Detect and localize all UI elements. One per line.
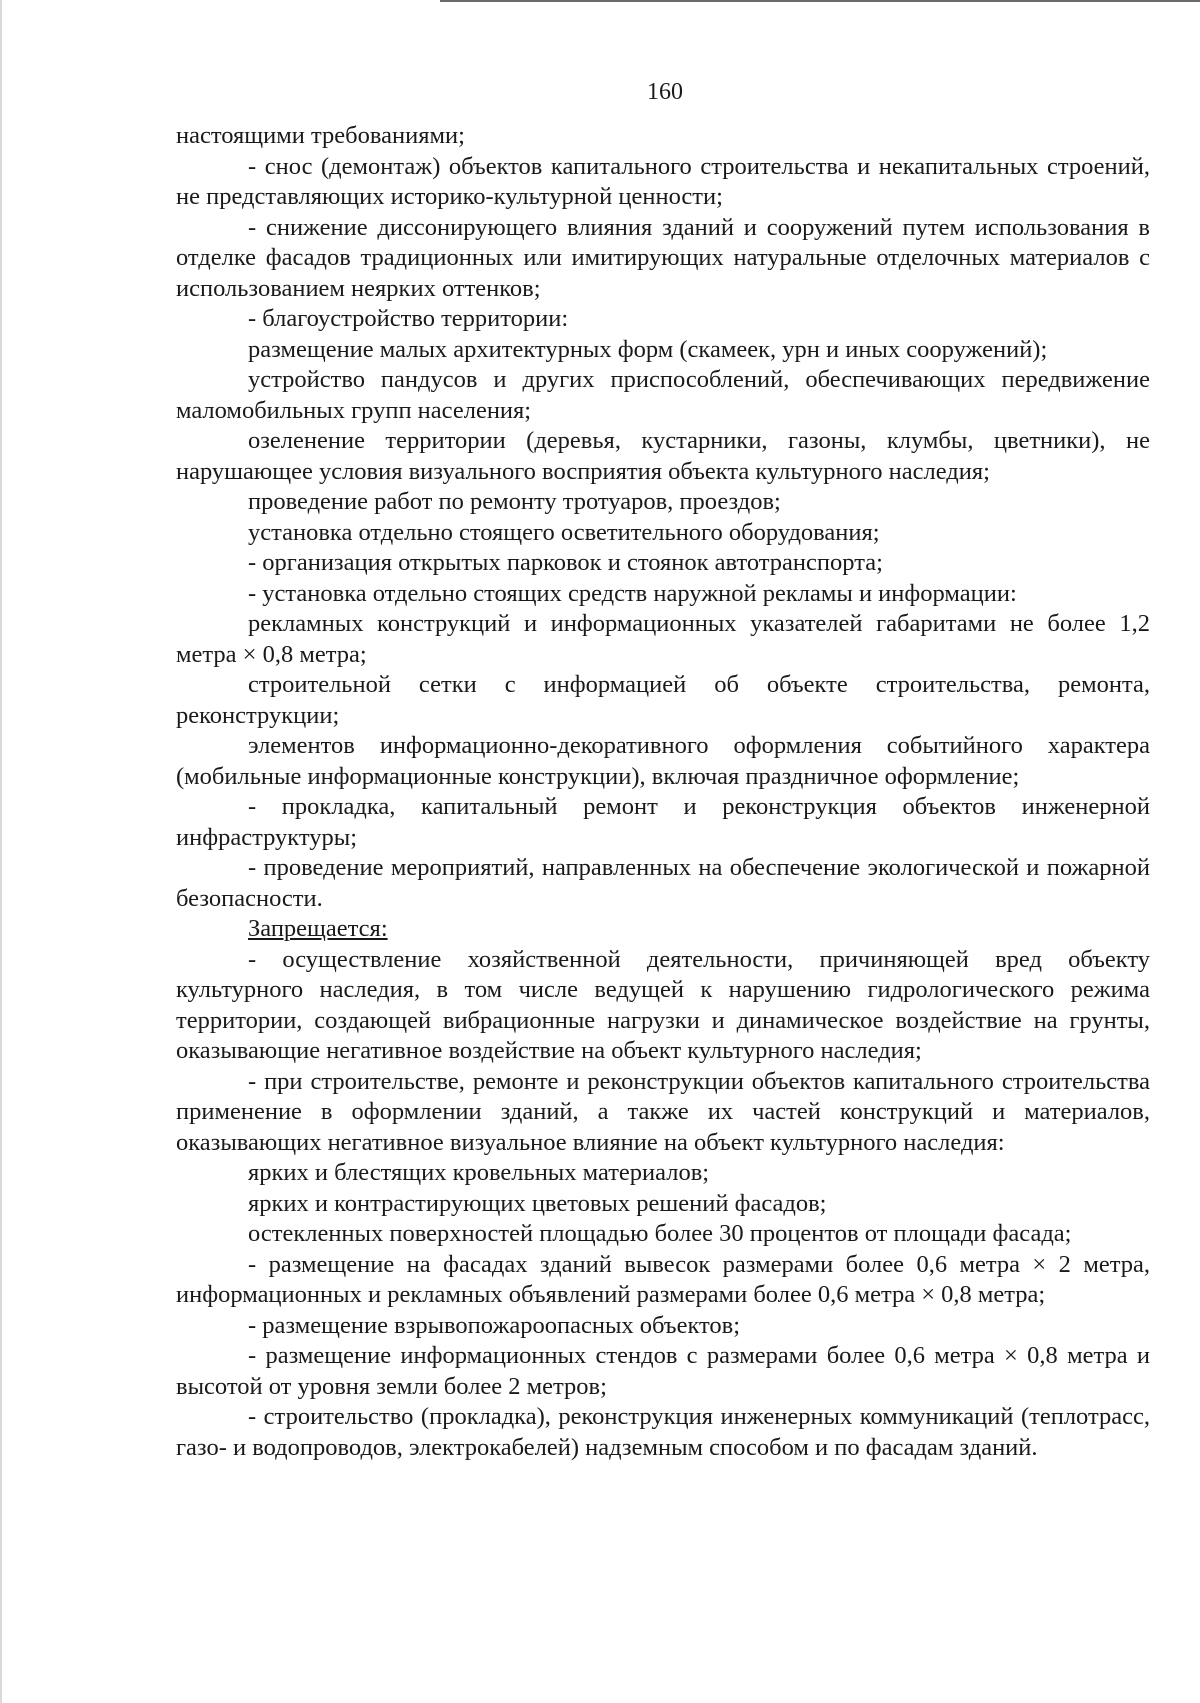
paragraph: - размещение информационных стендов с размерами более 0,6 метра × 0,8 метра и высотой от уровня земли более 2 метров;	[176, 1342, 1150, 1400]
paragraph: устройство пандусов и других приспособлений, обеспечивающих передвижение маломобильных групп населения;	[176, 366, 1150, 424]
paragraph: - при строительстве, ремонте и реконструкции объектов капитального строительства применение в оформлении зданий, а также их частей конструкций и материалов, оказывающих негативное визуальное влияние на объект культурного наследия:	[176, 1067, 1150, 1156]
paragraph: - осуществление хозяйственной деятельности, причиняющей вред объекту культурного наследия, в том числе ведущей к нарушению гидрологического режима территории, создающей вибрационные нагрузки и динамическое воздействие на грунты, оказывающие негативное воздействие на объект культурного наследия;	[176, 945, 1150, 1064]
paragraph: - снос (демонтаж) объектов капитального строительства и некапитальных строений, не представляющих историко-культурной ценности;	[176, 152, 1150, 210]
paragraph: - размещение на фасадах зданий вывесок размерами более 0,6 метра × 2 метра, информационных и рекламных объявлений размерами более 0,6 метра × 0,8 метра;	[176, 1250, 1150, 1308]
paragraph: ярких и контрастирующих цветовых решений фасадов;	[248, 1189, 827, 1217]
paragraph: - проведение мероприятий, направленных на обеспечение экологической и пожарной безопасности.	[176, 854, 1150, 912]
paragraph: озеленение территории (деревья, кустарники, газоны, клумбы, цветники), не нарушающее условия визуального восприятия объекта культурного наследия;	[176, 427, 1150, 485]
paragraph: рекламных конструкций и информационных указателей габаритами не более 1,2 метра × 0,8 метра;	[176, 610, 1150, 668]
paragraph: ярких и блестящих кровельных материалов;	[248, 1159, 710, 1186]
paragraph: - снижение диссонирующего влияния зданий и сооружений путем использования в отделке фасадов традиционных или имитирующих натуральные отделочных материалов с использованием неярких оттенков;	[176, 213, 1150, 302]
paragraph: проведение работ по ремонту тротуаров, проездов;	[248, 488, 781, 515]
paragraph: настоящими требованиями;	[176, 122, 465, 149]
paragraph: размещение малых архитектурных форм (скамеек, урн и иных сооружений);	[248, 335, 1048, 363]
document-body	[176, 121, 1150, 1463]
paragraph: - прокладка, капитальный ремонт и реконструкция объектов инженерной инфраструктуры;	[176, 793, 1150, 851]
section-heading-prohibited: Запрещается:	[248, 915, 388, 942]
paragraph: - строительство (прокладка), реконструкция инженерных коммуникаций (теплотрасс, газо- и водопроводов, электрокабелей) надземным способом и по фасадам зданий.	[176, 1403, 1150, 1461]
paragraph: остекленных поверхностей площадью более 30 процентов от площади фасада;	[248, 1220, 1072, 1247]
paragraph: - установка отдельно стоящих средств наружной рекламы и информации:	[248, 579, 1017, 607]
top-border-line	[440, 0, 1200, 2]
paragraph: установка отдельно стоящего осветительного оборудования;	[248, 518, 880, 546]
paragraph: - организация открытых парковок и стоянок автотранспорта;	[248, 549, 883, 576]
page-number: 160	[647, 79, 683, 105]
left-scan-edge	[0, 0, 2, 1703]
paragraph: строительной сетки с информацией об объекте строительства, ремонта, реконструкции;	[176, 671, 1150, 729]
paragraph: - размещение взрывопожароопасных объектов;	[248, 1311, 741, 1339]
paragraph: - благоустройство территории:	[248, 305, 569, 332]
paragraph: элементов информационно-декоративного оформления событийного характера (мобильные информационные конструкции), включая праздничное оформление;	[176, 732, 1150, 790]
